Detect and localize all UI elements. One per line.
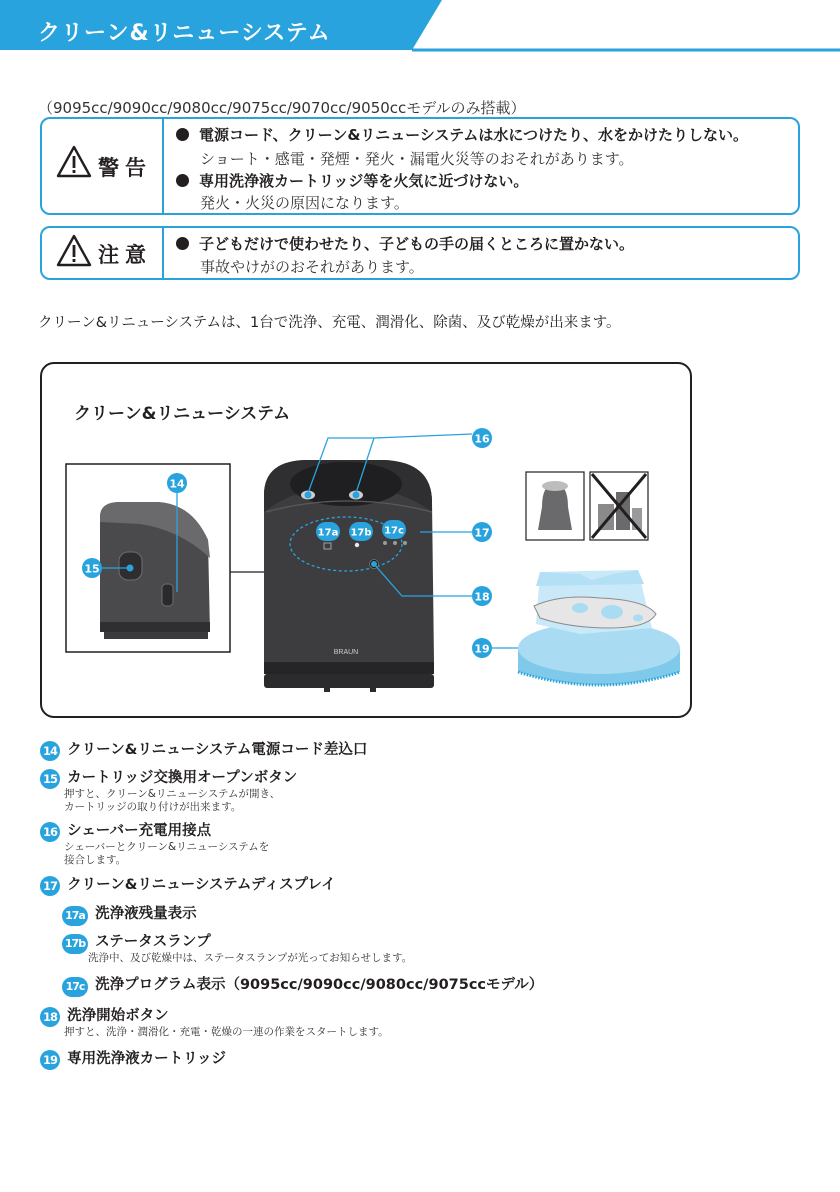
no-other-liquids-icon bbox=[590, 472, 648, 540]
legend-desc: シェーバーとクリーン&リニューシステムを bbox=[64, 841, 270, 853]
callout-19 bbox=[472, 638, 492, 658]
callout-15 bbox=[82, 558, 102, 578]
legend-title: ステータスランプ bbox=[95, 934, 211, 950]
svg-text:17a: 17a bbox=[317, 527, 339, 539]
page-title: クリーン&リニューシステム bbox=[38, 21, 331, 46]
bullet-icon bbox=[176, 237, 189, 250]
legend-desc: 接合します。 bbox=[64, 854, 127, 866]
legend-item-14 bbox=[40, 738, 367, 761]
legend-title: 洗浄プログラム表示（9095cc/9090cc/9080cc/9075ccモデル） bbox=[95, 977, 544, 993]
legend-item-18 bbox=[40, 1004, 389, 1038]
station-side-view bbox=[100, 502, 210, 639]
warning-label-cell bbox=[42, 119, 164, 213]
legend-badge: 18 bbox=[40, 1007, 60, 1027]
legend-item-17c bbox=[62, 973, 543, 997]
callout-14 bbox=[167, 473, 187, 493]
legend-item-15 bbox=[40, 766, 298, 813]
legend-title: 洗浄開始ボタン bbox=[67, 1008, 169, 1024]
caution-item-1-detail: 事故やけがのおそれがあります。 bbox=[200, 258, 424, 276]
bullet-icon bbox=[176, 128, 189, 141]
legend-title: シェーバー充電用接点 bbox=[67, 823, 212, 839]
caution-item-1: 子どもだけで使わせたり、子どもの手の届くところに置かない。 bbox=[176, 233, 634, 254]
callout-17 bbox=[472, 522, 492, 542]
legend-title: 専用洗浄液カートリッジ bbox=[67, 1051, 227, 1067]
svg-text:17b: 17b bbox=[350, 527, 372, 539]
cleaning-fluid-ok-icon bbox=[526, 472, 584, 540]
warning-triangle-icon bbox=[56, 145, 92, 179]
figure-illustration bbox=[40, 362, 692, 718]
legend-badge: 16 bbox=[40, 822, 60, 842]
legend-badge: 17 bbox=[40, 876, 60, 896]
legend-title: カートリッジ交換用オープンボタン bbox=[67, 770, 298, 786]
legend-badge: 17b bbox=[62, 934, 88, 954]
svg-text:16: 16 bbox=[474, 432, 490, 446]
legend-badge: 17a bbox=[62, 906, 88, 926]
legend-item-17 bbox=[40, 873, 336, 896]
warning-box bbox=[40, 117, 800, 215]
callout-17a bbox=[316, 522, 340, 541]
legend-badge: 14 bbox=[40, 741, 60, 761]
callout-17c bbox=[382, 520, 406, 539]
cleaning-cartridge bbox=[518, 570, 680, 685]
legend-desc: 押すと、クリーン&リニューシステムが開き、 bbox=[64, 788, 281, 800]
figure-title: クリーン&リニューシステム bbox=[74, 404, 291, 424]
warning-item-1-detail: ショート・感電・発煙・発火・漏電火災等のおそれがあります。 bbox=[200, 150, 634, 168]
svg-text:17: 17 bbox=[474, 526, 490, 540]
legend-title: クリーン&リニューシステム電源コード差込口 bbox=[67, 742, 368, 758]
caution-label: 注意 bbox=[98, 243, 152, 267]
models-note: （9095cc/9090cc/9080cc/9075cc/9070cc/9050ccモデルのみ搭載） bbox=[38, 99, 526, 117]
legend-item-16 bbox=[40, 819, 270, 866]
svg-text:17c: 17c bbox=[384, 525, 404, 537]
legend-item-17a bbox=[62, 902, 197, 926]
caution-triangle-icon bbox=[56, 234, 92, 268]
svg-text:19: 19 bbox=[474, 642, 490, 656]
caution-box bbox=[40, 226, 800, 280]
bullet-icon bbox=[176, 174, 189, 187]
legend-desc: 洗浄中、及び乾燥中は、ステータスランプが光ってお知らせします。 bbox=[88, 952, 413, 964]
svg-text:18: 18 bbox=[474, 590, 490, 604]
warning-item-2-detail: 発火・火災の原因になります。 bbox=[200, 194, 409, 212]
callout-18 bbox=[472, 586, 492, 606]
warning-item-1: 電源コード、クリーン&リニューシステムは水につけたり、水をかけたりしない。 bbox=[176, 124, 748, 145]
legend-badge: 19 bbox=[40, 1050, 60, 1070]
svg-text:15: 15 bbox=[84, 562, 100, 576]
legend-desc: カートリッジの取り付けが出来ます。 bbox=[64, 801, 242, 813]
callout-16 bbox=[472, 428, 492, 448]
station-main bbox=[264, 460, 434, 692]
legend-title: 洗浄液残量表示 bbox=[95, 906, 197, 922]
callout-17b bbox=[349, 522, 373, 541]
legend-item-19 bbox=[40, 1047, 226, 1070]
legend-title: クリーン&リニューシステムディスプレイ bbox=[67, 877, 336, 893]
legend-badge: 17c bbox=[62, 977, 88, 997]
legend-item-17b bbox=[62, 930, 413, 964]
warning-label: 警告 bbox=[98, 156, 152, 180]
legend-badge: 15 bbox=[40, 769, 60, 789]
intro-text: クリーン&リニューシステムは、1台で洗浄、充電、潤滑化、除菌、及び乾燥が出来ます。 bbox=[38, 315, 621, 331]
caution-label-cell bbox=[42, 228, 164, 278]
legend-desc: 押すと、洗浄・潤滑化・充電・乾燥の一連の作業をスタートします。 bbox=[64, 1026, 389, 1038]
svg-text:14: 14 bbox=[169, 477, 185, 491]
warning-item-2: 専用洗浄液カートリッジ等を火気に近づけない。 bbox=[176, 170, 528, 191]
brand-logo: BRAUN bbox=[333, 649, 359, 656]
